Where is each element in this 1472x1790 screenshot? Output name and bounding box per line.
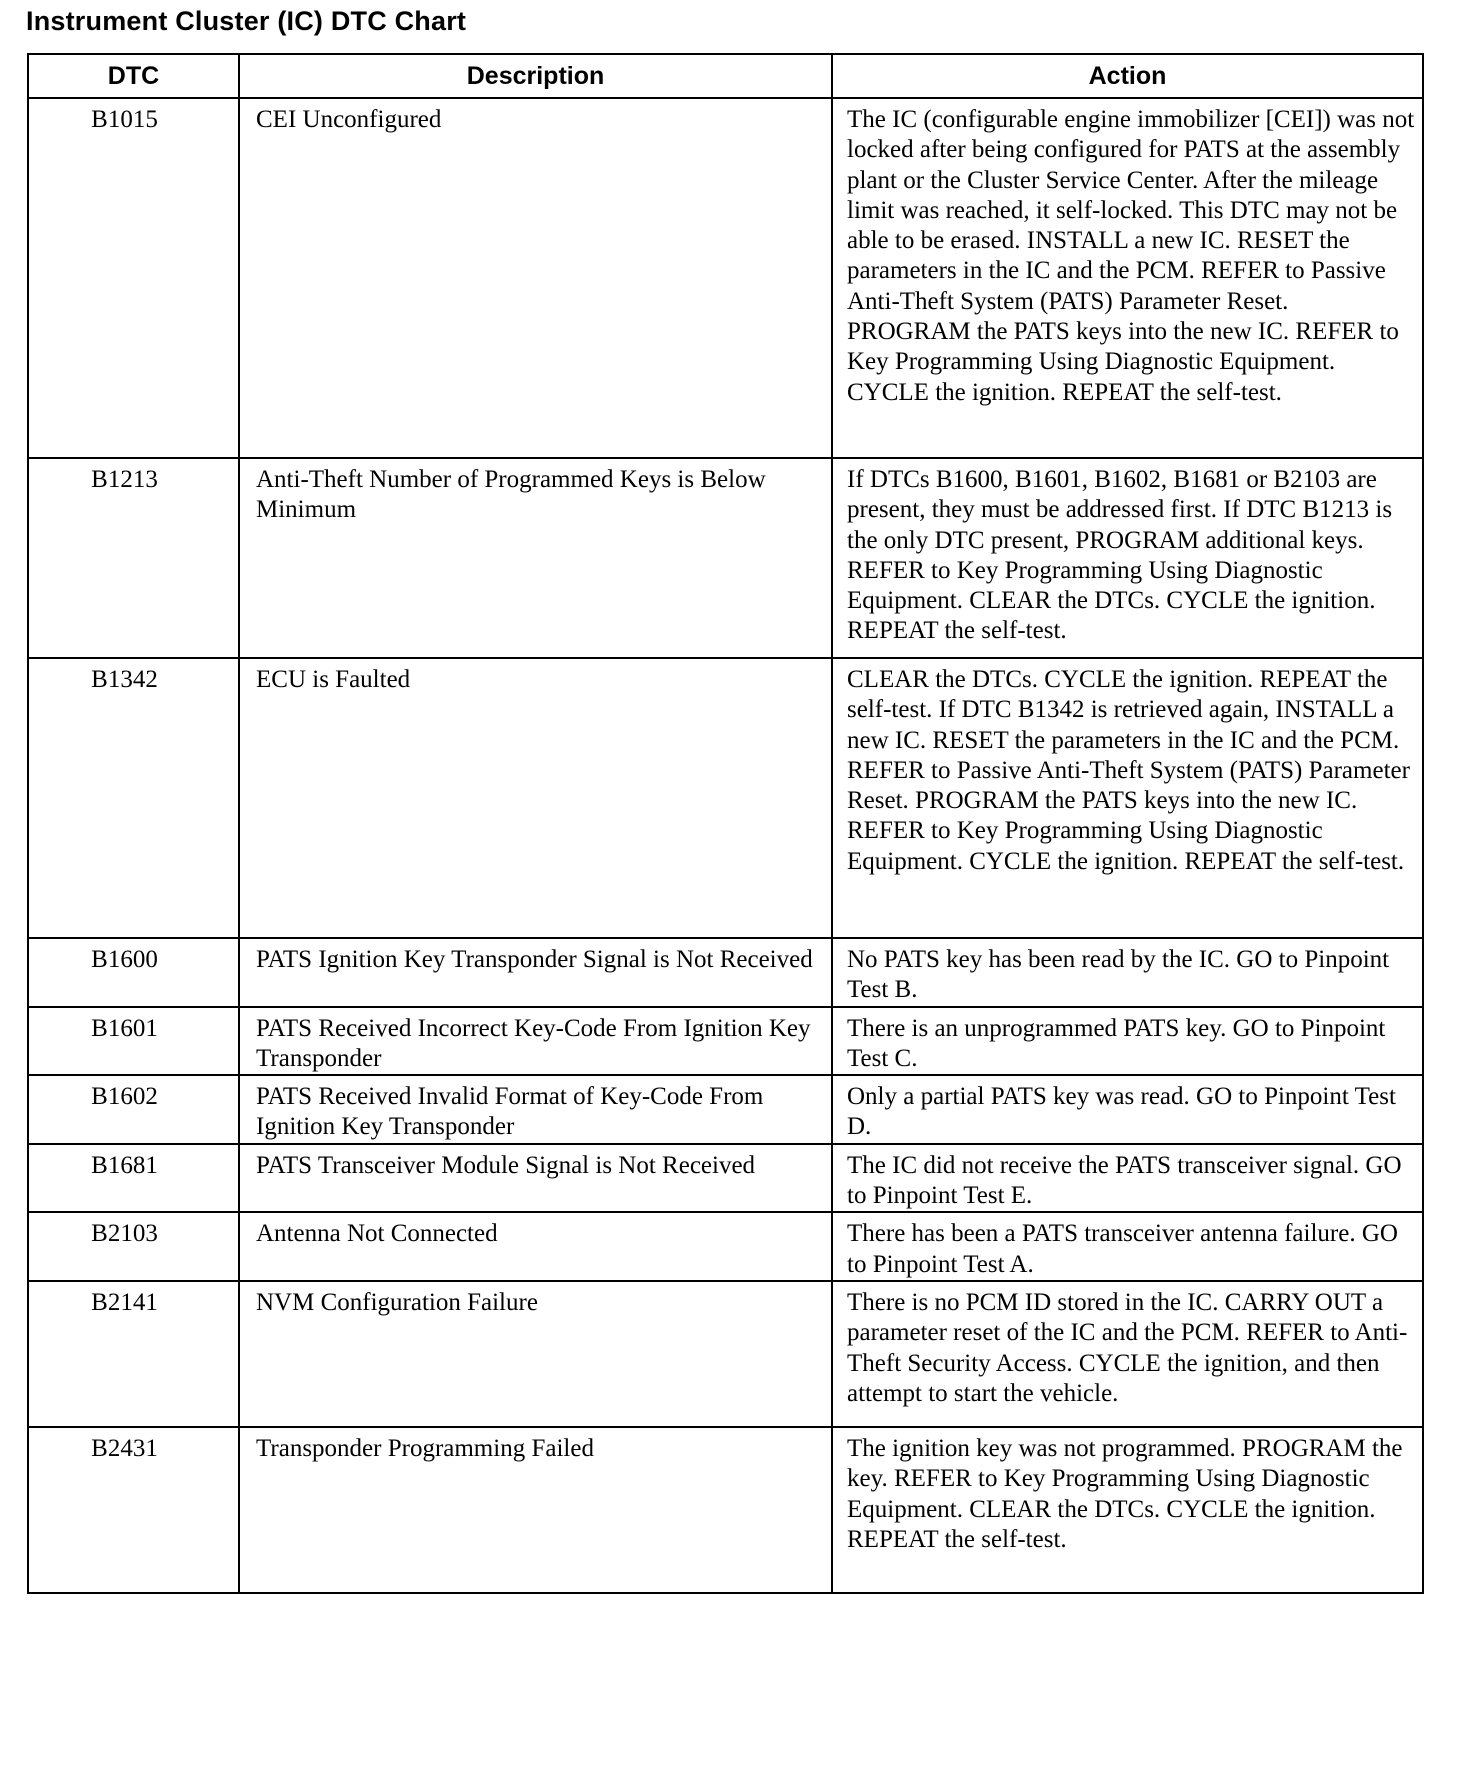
table-row [28, 1144, 1423, 1213]
column-header-action: Action [832, 54, 1423, 98]
dtc-action: CLEAR the DTCs. CYCLE the ignition. REPEAT the self-test. If DTC B1342 is retrieved again, INSTALL a new IC. RESET the parameters in the IC and the PCM. REFER to Passive Anti-Theft System (PATS) Parameter Reset. PROGRAM the PATS keys into the new IC. REFER to Key Programming Using Diagnostic Equipment. CYCLE the ignition. REPEAT the self-test. [832, 658, 1423, 938]
dtc-action: The IC (configurable engine immobilizer [CEI]) was not locked after being configured for PATS at the assembly plant or the Cluster Service Center. After the mileage limit was reached, it self-locked. This DTC may not be able to be erased. INSTALL a new IC. RESET the parameters in the IC and the PCM. REFER to Passive Anti-Theft System (PATS) Parameter Reset. PROGRAM the PATS keys into the new IC. REFER to Key Programming Using Diagnostic Equipment. CYCLE the ignition. REPEAT the self-test. [832, 98, 1423, 458]
dtc-action: Only a partial PATS key was read. GO to Pinpoint Test D. [832, 1075, 1423, 1144]
table-row [28, 98, 1423, 458]
dtc-action: There has been a PATS transceiver antenna failure. GO to Pinpoint Test A. [832, 1212, 1423, 1281]
dtc-code: B2103 [28, 1212, 239, 1281]
table-row [28, 1212, 1423, 1281]
dtc-description: ECU is Faulted [239, 658, 832, 938]
dtc-description: PATS Transceiver Module Signal is Not Received [239, 1144, 832, 1213]
dtc-description: Transponder Programming Failed [239, 1427, 832, 1593]
dtc-table [27, 53, 1424, 1594]
column-header-description: Description [239, 54, 832, 98]
dtc-description: CEI Unconfigured [239, 98, 832, 458]
table-row [28, 1075, 1423, 1144]
dtc-code: B1601 [28, 1007, 239, 1076]
page-title: Instrument Cluster (IC) DTC Chart [26, 6, 467, 36]
dtc-description: Antenna Not Connected [239, 1212, 832, 1281]
table-row [28, 458, 1423, 658]
table-row [28, 1281, 1423, 1427]
table-row [28, 1007, 1423, 1076]
column-header-dtc: DTC [28, 54, 239, 98]
dtc-description: PATS Received Incorrect Key-Code From Ignition Key Transponder [239, 1007, 832, 1076]
dtc-description: Anti-Theft Number of Programmed Keys is Below Minimum [239, 458, 832, 658]
dtc-description: NVM Configuration Failure [239, 1281, 832, 1427]
dtc-code: B1213 [28, 458, 239, 658]
table-row [28, 938, 1423, 1007]
dtc-code: B1600 [28, 938, 239, 1007]
dtc-code: B2141 [28, 1281, 239, 1427]
dtc-action: If DTCs B1600, B1601, B1602, B1681 or B2103 are present, they must be addressed first. If DTC B1213 is the only DTC present, PROGRAM additional keys. REFER to Key Programming Using Diagnostic Equipment. CLEAR the DTCs. CYCLE the ignition. REPEAT the self-test. [832, 458, 1423, 658]
table-header-row [28, 54, 1423, 98]
dtc-code: B1015 [28, 98, 239, 458]
dtc-action: There is an unprogrammed PATS key. GO to Pinpoint Test C. [832, 1007, 1423, 1076]
dtc-action: The ignition key was not programmed. PROGRAM the key. REFER to Key Programming Using Diagnostic Equipment. CLEAR the DTCs. CYCLE the ignition. REPEAT the self-test. [832, 1427, 1423, 1593]
dtc-action: There is no PCM ID stored in the IC. CARRY OUT a parameter reset of the IC and the PCM. REFER to Anti-Theft Security Access. CYCLE the ignition, and then attempt to start the vehicle. [832, 1281, 1423, 1427]
dtc-code: B1681 [28, 1144, 239, 1213]
dtc-description: PATS Received Invalid Format of Key-Code From Ignition Key Transponder [239, 1075, 832, 1144]
table-row [28, 1427, 1423, 1593]
dtc-description: PATS Ignition Key Transponder Signal is Not Received [239, 938, 832, 1007]
dtc-code: B1602 [28, 1075, 239, 1144]
dtc-action: The IC did not receive the PATS transceiver signal. GO to Pinpoint Test E. [832, 1144, 1423, 1213]
table-row [28, 658, 1423, 938]
dtc-code: B1342 [28, 658, 239, 938]
dtc-action: No PATS key has been read by the IC. GO to Pinpoint Test B. [832, 938, 1423, 1007]
dtc-code: B2431 [28, 1427, 239, 1593]
